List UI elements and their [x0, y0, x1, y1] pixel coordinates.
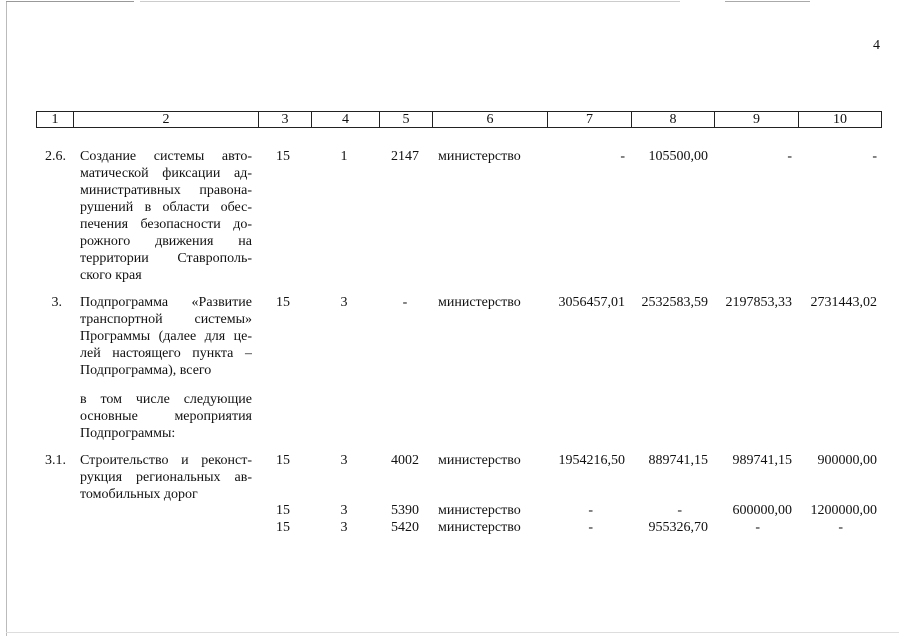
page-number: 4: [873, 38, 880, 53]
description-line: Подпрограммы:: [80, 426, 176, 441]
description-line: министративных правона-: [80, 183, 252, 198]
description-line: рожного движения на: [80, 234, 252, 249]
scan-edge: [140, 1, 680, 2]
cell-col10: 1200000,00: [810, 503, 877, 518]
cell-col6: министерство: [438, 149, 521, 164]
cell-col4: 3: [340, 503, 348, 518]
column-number: 3: [259, 112, 312, 128]
row-description: [80, 148, 252, 284]
cell-col8: 2532583,59: [641, 295, 708, 310]
cell-col4: 1: [340, 149, 348, 164]
column-number: 5: [380, 112, 433, 128]
cell-col3: 15: [276, 503, 290, 518]
cell-col9: -: [787, 149, 792, 164]
description-line: основные мероприятия: [80, 409, 252, 424]
row-number: 2.6.: [45, 149, 66, 164]
cell-col6: министерство: [438, 503, 521, 518]
column-number: 1: [37, 112, 74, 128]
cell-col4: 3: [340, 453, 348, 468]
cell-col3: 15: [276, 295, 290, 310]
description-line: печения безопасности до-: [80, 217, 252, 232]
row-description: [80, 452, 252, 503]
cell-col5: 4002: [391, 453, 419, 468]
cell-col9: 2197853,33: [725, 295, 792, 310]
description-line: Строительство и реконст-: [80, 453, 252, 468]
description-line: территории Ставрополь-: [80, 251, 252, 266]
cell-col9: 989741,15: [732, 453, 792, 468]
cell-col6: министерство: [438, 453, 521, 468]
cell-col10: 900000,00: [817, 453, 877, 468]
scan-edge: [725, 1, 810, 2]
cell-col7: -: [588, 503, 593, 518]
row-description: [80, 391, 252, 442]
description-line: лей настоящего пункта –: [80, 346, 252, 361]
scan-edge: [6, 632, 899, 633]
cell-col3: 15: [276, 453, 290, 468]
cell-col6: министерство: [438, 295, 521, 310]
description-line: рушений в области обес-: [80, 200, 252, 215]
cell-col7: -: [588, 520, 593, 535]
cell-col5: 2147: [391, 149, 419, 164]
column-number: 4: [312, 112, 380, 128]
row-number: 3.: [51, 295, 62, 310]
cell-col10: -: [838, 520, 843, 535]
cell-col4: 3: [340, 295, 348, 310]
column-number: 10: [799, 112, 882, 128]
cell-col6: министерство: [438, 520, 521, 535]
column-number: 2: [74, 112, 259, 128]
column-number-header: [36, 111, 882, 128]
column-number: 8: [632, 112, 715, 128]
cell-col10: 2731443,02: [810, 295, 877, 310]
cell-col9: -: [755, 520, 760, 535]
cell-col3: 15: [276, 149, 290, 164]
description-line: томобильных дорог: [80, 487, 198, 502]
description-line: ского края: [80, 268, 142, 283]
column-number: 6: [433, 112, 548, 128]
description-line: рукция региональных ав-: [80, 470, 252, 485]
cell-col10: -: [872, 149, 877, 164]
cell-col8: 889741,15: [648, 453, 708, 468]
cell-col7: -: [620, 149, 625, 164]
column-number: 9: [715, 112, 799, 128]
cell-col4: 3: [340, 520, 348, 535]
cell-col7: 3056457,01: [558, 295, 625, 310]
cell-col3: 15: [276, 520, 290, 535]
description-line: в том числе следующие: [80, 392, 252, 407]
description-line: Подпрограмма), всего: [80, 363, 212, 378]
column-number: 7: [548, 112, 632, 128]
cell-col5: 5390: [391, 503, 419, 518]
description-line: матической фиксации ад-: [80, 166, 252, 181]
cell-col7: 1954216,50: [558, 453, 625, 468]
description-line: Подпрограмма «Развитие: [80, 295, 252, 310]
cell-col9: 600000,00: [732, 503, 792, 518]
description-line: транспортной системы»: [80, 312, 252, 327]
row-description: [80, 294, 252, 379]
description-line: Создание системы авто-: [80, 149, 252, 164]
cell-col5: -: [402, 295, 408, 310]
description-line: Программы (далее для це-: [80, 329, 252, 344]
row-number: 3.1.: [45, 453, 66, 468]
cell-col8: 955326,70: [648, 520, 708, 535]
cell-col8: 105500,00: [648, 149, 708, 164]
cell-col8: -: [677, 503, 682, 518]
scan-edge: [6, 1, 134, 2]
cell-col5: 5420: [391, 520, 419, 535]
